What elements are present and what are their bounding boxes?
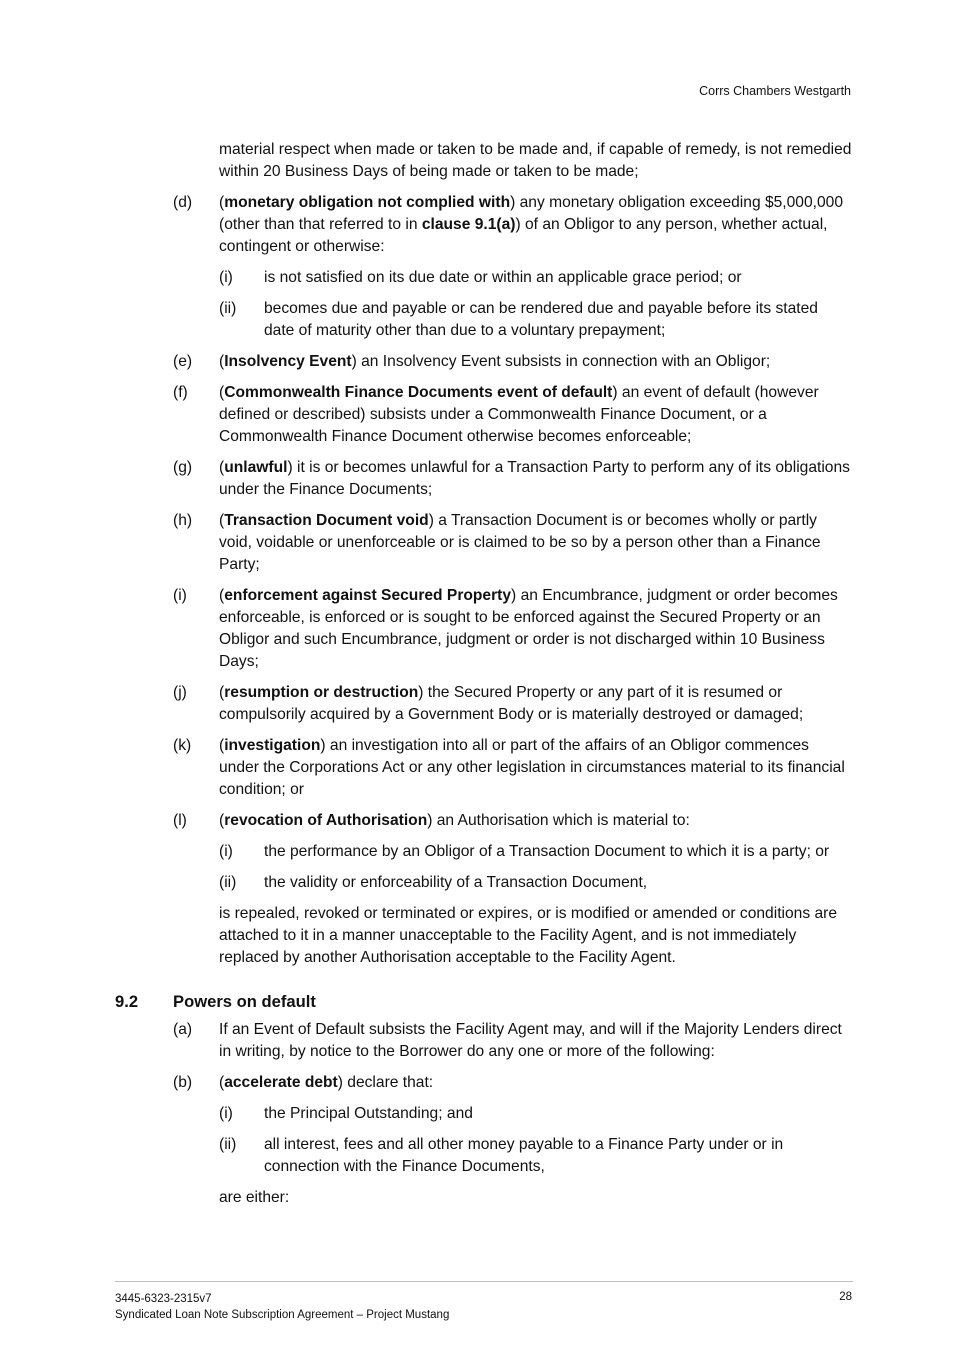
subclause-text: the validity or enforceability of a Transaction Document, [264, 874, 648, 891]
subclause-b-i [115, 1103, 852, 1125]
footer-doc-info [115, 1291, 449, 1323]
subclause-label: (i) [219, 843, 233, 860]
clause-body: ) a Transaction Document is or becomes wholly or partly void, voidable or unenforceable or is claimed to be so by a person other than a Finance Party; [219, 512, 821, 573]
clause-label: (h) [173, 512, 193, 529]
document-body [115, 139, 852, 1218]
clause-body: ) the Secured Property or any part of it is resumed or compulsorily acquired by a Government Body or is materially destroyed or damaged; [219, 684, 804, 723]
clause-label: (k) [173, 737, 192, 754]
paren-open: ( [219, 384, 225, 401]
clause-k [115, 735, 852, 801]
clause-text [219, 585, 852, 673]
subclause-label: (ii) [219, 300, 237, 317]
header-firm-name: Corrs Chambers Westgarth [699, 84, 851, 98]
clause-body: ) it is or becomes unlawful for a Transaction Party to perform any of its obligations under the Finance Documents; [219, 459, 850, 498]
subclause-text: the performance by an Obligor of a Transaction Document to which it is a party; or [264, 843, 830, 860]
paren-open: ( [219, 512, 225, 529]
clause-body: ) an event of default (however defined or described) subsists under a Commonwealth Finance Document, or a Commonwealth Finance Document otherwise becomes enforceable; [219, 384, 819, 445]
subclause-text: becomes due and payable or can be rendered due and payable before its stated date of maturity other than due to a voluntary prepayment; [264, 300, 818, 339]
subclause-d-ii [115, 298, 852, 342]
clause-label: (g) [173, 459, 193, 476]
clause-heading: unlawful [224, 459, 288, 476]
clause-e [115, 351, 852, 373]
subclause-text: the Principal Outstanding; and [264, 1105, 473, 1122]
clause-reference: clause 9.1(a) [421, 216, 516, 233]
clause-l-tail: is repealed, revoked or terminated or expires, or is modified or amended or conditions are attached to it in a manner unacceptable to the Facility Agent, and is not immediately replaced by another Authorisation acceptable to the Facility Agent. [219, 905, 838, 966]
subclause-text: all interest, fees and all other money payable to a Finance Party under or in connection with the Finance Documents, [264, 1136, 784, 1175]
section-title: Powers on default [173, 992, 316, 1011]
clause-body: ) an investigation into all or part of the affairs of an Obligor commences under the Corporations Act or any other legislation in circumstances material to its financial condition; or [219, 737, 845, 798]
clause-label: (d) [173, 194, 193, 211]
clause-label: (i) [173, 587, 187, 604]
subclause-label: (ii) [219, 1136, 237, 1153]
subclause-b-ii [115, 1134, 852, 1178]
paren-open: ( [219, 353, 225, 370]
clause-f [115, 382, 852, 448]
clause-heading: investigation [224, 737, 321, 754]
clause-text [219, 510, 852, 576]
clause-9-2-b [115, 1072, 852, 1094]
clause-heading: revocation of Authorisation [224, 812, 428, 829]
clause-g [115, 457, 852, 501]
clause-label: (e) [173, 353, 193, 370]
clause-l [115, 810, 852, 832]
clause-text [219, 192, 852, 258]
footer-divider [115, 1281, 853, 1282]
page-number: 28 [839, 1291, 852, 1303]
paren-open: ( [219, 459, 225, 476]
paren-open: ( [219, 684, 225, 701]
clause-heading: Insolvency Event [224, 353, 352, 370]
clause-heading: resumption or destruction [224, 684, 419, 701]
subclause-l-i [115, 841, 852, 863]
clause-text [219, 382, 852, 448]
clause-d [115, 192, 852, 258]
clause-heading: accelerate debt [224, 1074, 338, 1091]
footer-doc-title: Syndicated Loan Note Subscription Agreement – Project Mustang [115, 1309, 450, 1321]
clause-body: ) any monetary obligation exceeding $5,000,000 (other than that referred to in [219, 194, 843, 233]
clause-text [219, 810, 852, 832]
section-heading [115, 991, 852, 1013]
paren-open: ( [219, 1074, 225, 1091]
clause-label: (j) [173, 684, 187, 701]
paren-open: ( [219, 587, 225, 604]
clause-j [115, 682, 852, 726]
subclause-label: (i) [219, 269, 233, 286]
clause-body-end: ) of an Obligor to any person, whether actual, contingent or otherwise: [219, 216, 828, 255]
clause-9-2-a [115, 1019, 852, 1063]
clause-body: ) an Authorisation which is material to: [427, 812, 690, 829]
paren-open: ( [219, 194, 225, 211]
subclause-text: is not satisfied on its due date or within an applicable grace period; or [264, 269, 742, 286]
clause-label: (a) [173, 1021, 193, 1038]
clause-label: (l) [173, 812, 187, 829]
clause-text [219, 735, 852, 801]
clause-b-tail: are either: [219, 1189, 290, 1206]
clause-text [219, 457, 852, 501]
section-number: 9.2 [115, 992, 139, 1011]
subclause-label: (i) [219, 1105, 233, 1122]
subclause-label: (ii) [219, 874, 237, 891]
paren-open: ( [219, 812, 225, 829]
clause-heading: Commonwealth Finance Documents event of default [224, 384, 613, 401]
clause-text [219, 351, 852, 373]
clause-text [219, 1072, 852, 1094]
continuation-text: material respect when made or taken to be made and, if capable of remedy, is not remedied within 20 Business Days of being made or taken to be made; [219, 141, 852, 180]
clause-text [219, 682, 852, 726]
clause-body: ) declare that: [337, 1074, 434, 1091]
clause-heading: monetary obligation not complied with [224, 194, 511, 211]
paren-open: ( [219, 737, 225, 754]
clause-label: (b) [173, 1074, 193, 1091]
clause-body: ) an Encumbrance, judgment or order becomes enforceable, is enforced or is sought to be enforced against the Secured Property or an Obligor and such Encumbrance, judgment or order is not discharged within 10 Business Days; [219, 587, 838, 670]
clause-h [115, 510, 852, 576]
clause-heading: Transaction Document void [224, 512, 429, 529]
clause-text: If an Event of Default subsists the Facility Agent may, and will if the Majority Lenders direct in writing, by notice to the Borrower do any one or more of the following: [219, 1021, 842, 1060]
clause-label: (f) [173, 384, 188, 401]
footer-doc-id: 3445-6323-2315v7 [115, 1293, 212, 1305]
clause-body: ) an Insolvency Event subsists in connection with an Obligor; [351, 353, 771, 370]
subclause-l-ii [115, 872, 852, 894]
clause-i [115, 585, 852, 673]
clause-heading: enforcement against Secured Property [224, 587, 512, 604]
subclause-d-i [115, 267, 852, 289]
